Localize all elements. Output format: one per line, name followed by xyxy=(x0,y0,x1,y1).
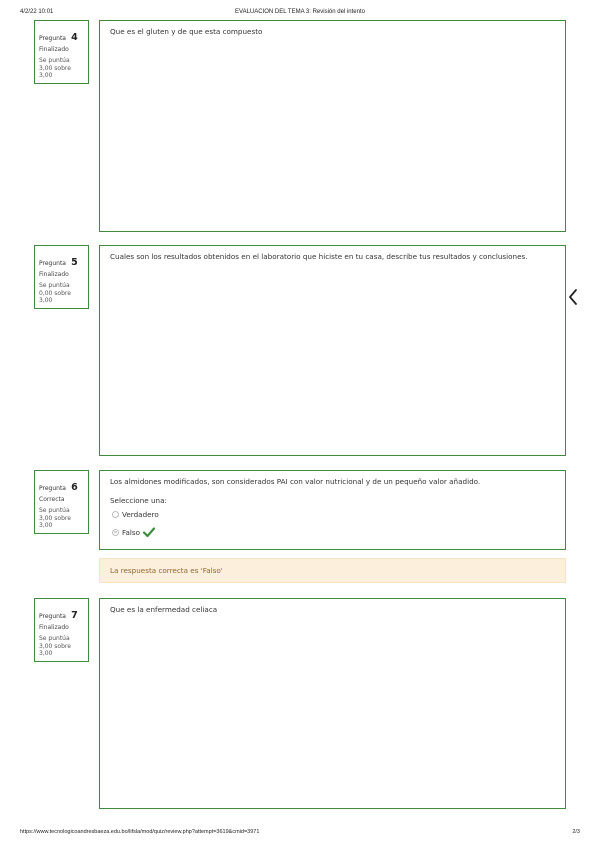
correct-answer-feedback: La respuesta correcta es 'Falso' xyxy=(99,558,566,583)
page-url: https://www.tecnologicoandresbaeza.edu.bo/lifsla/mod/quiz/review.php?attempt=3619&cmid=3971 xyxy=(20,829,260,835)
chevron-left-icon[interactable] xyxy=(566,286,580,308)
question-grade: Se puntúa 3,00 sobre 3,00 xyxy=(39,507,71,529)
question-label: Pregunta xyxy=(39,613,66,620)
select-one-label: Seleccione una: xyxy=(110,496,167,505)
question-content-5 xyxy=(99,245,566,456)
question-state: Correcta xyxy=(39,496,65,503)
question-label: Pregunta xyxy=(39,35,66,42)
question-content-4 xyxy=(99,20,566,232)
question-label: Pregunta xyxy=(39,485,66,492)
chevron-left-glyph xyxy=(568,288,578,306)
print-footer xyxy=(0,829,600,841)
question-content-6 xyxy=(99,470,566,550)
question-info-7 xyxy=(34,598,89,662)
radio-button[interactable] xyxy=(112,529,119,536)
question-state: Finalizado xyxy=(39,271,69,278)
print-title: EVALUACION DEL TEMA 3: Revisión del intento xyxy=(235,9,365,15)
question-info-6 xyxy=(34,470,89,534)
question-state: Finalizado xyxy=(39,46,69,53)
question-text: Cuales son los resultados obtenidos en el laboratorio que hiciste en tu casa, describe tus resultados y conclusiones. xyxy=(110,252,528,261)
question-info-5 xyxy=(34,245,89,309)
question-grade: Se puntúa 3,00 sobre 3,00 xyxy=(39,57,71,79)
question-number: 6 xyxy=(71,482,78,493)
check-icon xyxy=(143,527,155,537)
question-content-7 xyxy=(99,598,566,809)
question-text: Los almidones modificados, son considerados PAI con valor nutricional y de un pequeño valor añadido. xyxy=(110,477,481,486)
question-number: 7 xyxy=(71,610,78,621)
question-grade: Se puntúa 3,00 sobre 3,00 xyxy=(39,635,71,657)
answer-option-verdadero[interactable] xyxy=(110,508,555,520)
question-number: 5 xyxy=(71,257,78,268)
question-text: Que es el gluten y de que esta compuesto xyxy=(110,27,263,36)
question-text: Que es la enfermedad celiaca xyxy=(110,605,218,614)
answer-option-falso[interactable] xyxy=(110,526,555,538)
radio-button[interactable] xyxy=(112,511,119,518)
answer-option-label: Falso xyxy=(122,527,141,537)
print-date: 4/2/22 10:01 xyxy=(20,9,54,15)
answer-option-label: Verdadero xyxy=(122,509,159,519)
question-grade: Se puntúa 0,00 sobre 3,00 xyxy=(39,282,71,304)
page-number: 2/3 xyxy=(572,829,580,835)
question-number: 4 xyxy=(71,32,78,43)
question-state: Finalizado xyxy=(39,624,69,631)
question-label: Pregunta xyxy=(39,260,66,267)
question-info-4 xyxy=(34,20,89,84)
